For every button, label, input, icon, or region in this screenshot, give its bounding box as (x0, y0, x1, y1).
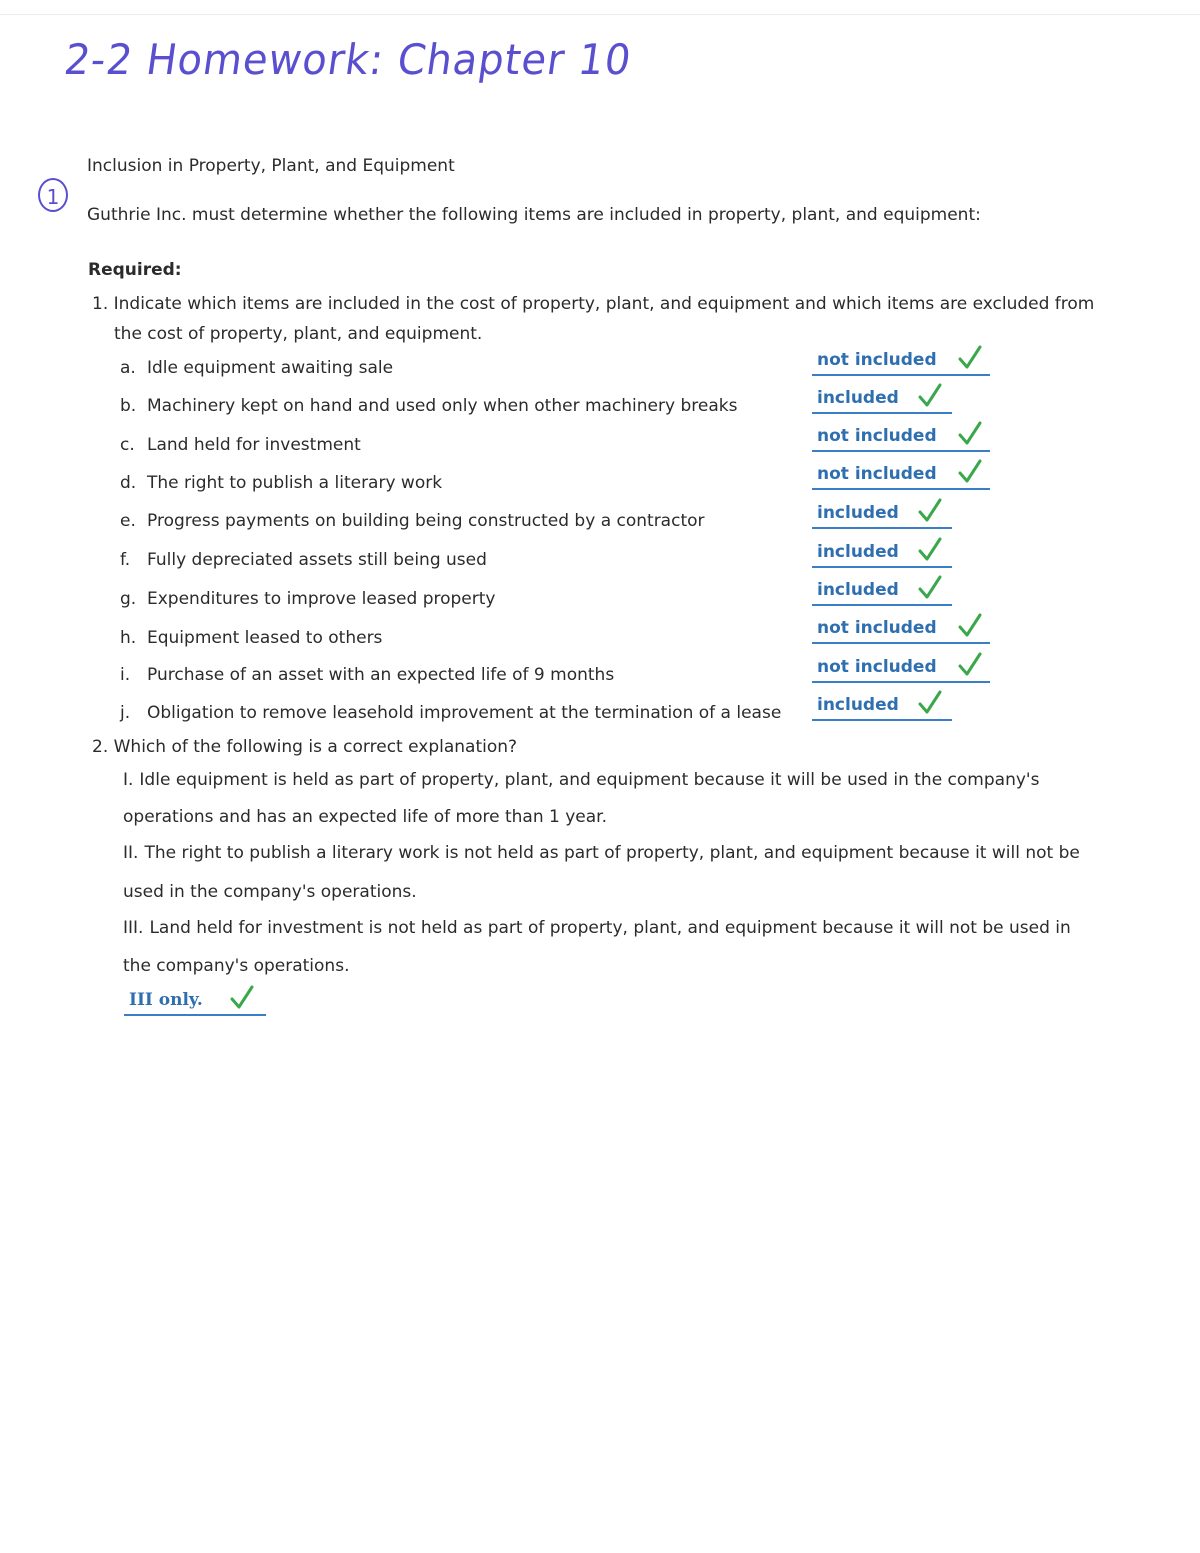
answer-field (812, 388, 952, 414)
checkmark-icon (230, 984, 254, 1010)
item-row (120, 473, 442, 493)
item-letter: f. (120, 550, 131, 570)
item-row (120, 589, 495, 609)
handwritten-title: 2-2 Homework: Chapter 10 (61, 36, 635, 85)
explanation-number: III. (123, 918, 144, 938)
checkmark-icon (958, 344, 982, 370)
item-letter: d. (120, 473, 137, 493)
answer-field (812, 657, 990, 683)
item-text: The right to publish a literary work (147, 473, 443, 493)
answer-field (812, 695, 952, 721)
item-letter: b. (120, 396, 137, 416)
item-row (120, 396, 737, 416)
explanation-line (123, 770, 1039, 790)
answer-field (812, 426, 990, 452)
item-text: Obligation to remove leasehold improvement at the termination of a lease (147, 703, 782, 723)
answer-text: not included (817, 350, 937, 370)
explanation-number: II. (123, 843, 139, 863)
answer-text: not included (817, 618, 937, 638)
checkmark-icon (918, 382, 942, 408)
item-row (120, 358, 393, 378)
answer-field (812, 350, 990, 376)
item-text: Machinery kept on hand and used only when other machinery breaks (147, 396, 738, 416)
item-row (120, 665, 614, 685)
answer-text: III only. (129, 990, 203, 1010)
item-text: Land held for investment (147, 435, 361, 455)
explanation-line: used in the company's operations. (123, 882, 417, 902)
explanation-line (123, 843, 1080, 863)
item-row (120, 628, 382, 648)
item-text: Progress payments on building being constructed by a contractor (147, 511, 705, 531)
item-letter: j. (120, 703, 131, 723)
item-letter: c. (120, 435, 135, 455)
problem-heading: Inclusion in Property, Plant, and Equipment (87, 156, 455, 176)
item-letter: e. (120, 511, 136, 531)
answer-text: not included (817, 464, 937, 484)
question-1-line-1: 1. Indicate which items are included in the cost of property, plant, and equipment and which items are excluded from (92, 294, 1095, 314)
checkmark-icon (918, 689, 942, 715)
checkmark-icon (918, 497, 942, 523)
item-text: Fully depreciated assets still being used (147, 550, 487, 570)
item-text: Idle equipment awaiting sale (147, 358, 394, 378)
explanation-text: The right to publish a literary work is not held as part of property, plant, and equipment because it will not be (144, 843, 1080, 863)
answer-field (812, 618, 990, 644)
checkmark-icon (958, 612, 982, 638)
checkmark-icon (958, 651, 982, 677)
item-text: Purchase of an asset with an expected life of 9 months (147, 665, 615, 685)
required-label: Required: (88, 260, 182, 280)
page-top-edge (0, 14, 1200, 15)
answer-field (812, 542, 952, 568)
explanation-line: operations and has an expected life of more than 1 year. (123, 807, 608, 827)
item-row (120, 435, 361, 455)
answer-field (812, 464, 990, 490)
checkmark-icon (918, 536, 942, 562)
answer-field (812, 503, 952, 529)
answer-text: included (817, 388, 899, 408)
answer-text: included (817, 695, 899, 715)
item-text: Equipment leased to others (147, 628, 383, 648)
checkmark-icon (958, 420, 982, 446)
item-row (120, 550, 487, 570)
question-2-answer-field (124, 990, 266, 1016)
answer-field (812, 580, 952, 606)
explanation-text: Land held for investment is not held as part of property, plant, and equipment because it will not be used in (149, 918, 1071, 938)
answer-text: not included (817, 426, 937, 446)
answer-text: included (817, 580, 899, 600)
explanation-line: the company's operations. (123, 956, 350, 976)
item-letter: i. (120, 665, 131, 685)
item-text: Expenditures to improve leased property (147, 589, 496, 609)
question-1-line-2: the cost of property, plant, and equipment. (114, 324, 483, 344)
explanation-line (123, 918, 1071, 938)
item-row (120, 703, 781, 723)
answer-text: not included (817, 657, 937, 677)
checkmark-icon (918, 574, 942, 600)
explanation-number: I. (123, 770, 134, 790)
question-2: 2. Which of the following is a correct explanation? (92, 737, 518, 757)
item-letter: a. (120, 358, 136, 378)
circled-problem-number: 1 (38, 178, 68, 212)
answer-text: included (817, 503, 899, 523)
item-row (120, 511, 705, 531)
item-letter: h. (120, 628, 137, 648)
answer-text: included (817, 542, 899, 562)
problem-intro: Guthrie Inc. must determine whether the following items are included in property, plant, and equipment: (87, 205, 981, 225)
item-letter: g. (120, 589, 137, 609)
explanation-text: Idle equipment is held as part of property, plant, and equipment because it will be used in the company's (139, 770, 1040, 790)
checkmark-icon (958, 458, 982, 484)
